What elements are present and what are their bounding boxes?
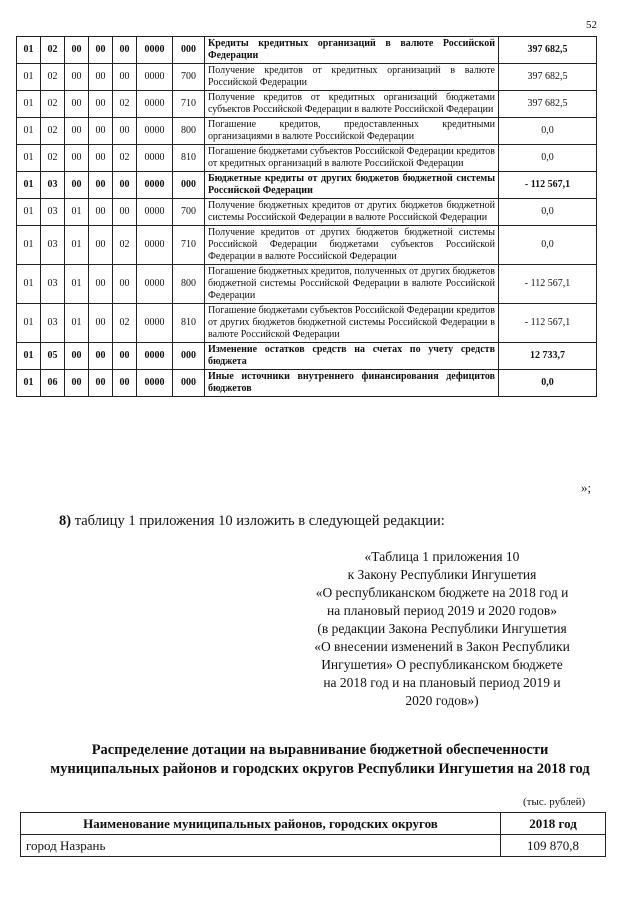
budget-row [17,145,597,172]
code-cell: 00 [89,91,113,118]
amount-cell: 12 733,7 [499,343,597,370]
code-cell: 00 [89,118,113,145]
code-cell: 800 [173,265,205,304]
code-cell: 0000 [137,118,173,145]
code-cell: 700 [173,199,205,226]
dotation-value-cell: 109 870,8 [501,835,606,857]
budget-table-body [17,37,597,397]
annex-line: «О внесении изменений в Закон Республики [314,639,570,654]
budget-row [17,304,597,343]
amount-cell: 0,0 [499,145,597,172]
budget-row [17,64,597,91]
budget-row [17,265,597,304]
amount-cell: - 112 567,1 [499,172,597,199]
annex-line: (в редакции Закона Республики Ингушетия [317,621,567,636]
amount-cell: 0,0 [499,118,597,145]
annex-line: на плановый период 2019 и 2020 годов» [326,603,557,618]
code-cell: 0000 [137,226,173,265]
item-name-cell: Получение бюджетных кредитов от других бюджетов бюджетной системы Российской Федерации в валюте Российской Федерации [205,199,499,226]
code-cell: 01 [17,172,41,199]
code-cell: 00 [65,64,89,91]
code-cell: 00 [65,172,89,199]
code-cell: 01 [17,199,41,226]
code-cell: 01 [17,145,41,172]
code-cell: 00 [89,304,113,343]
title-line-2: муниципальных районов и городских округов Республики Ингушетия на 2018 год [50,761,590,777]
code-cell: 00 [65,370,89,397]
amendment-number: 8) [59,513,72,529]
code-cell: 01 [65,304,89,343]
code-cell: 00 [113,265,137,304]
budget-row [17,172,597,199]
code-cell: 0000 [137,172,173,199]
annex-line: «Таблица 1 приложения 10 [364,549,520,564]
code-cell: 02 [41,145,65,172]
amount-cell: - 112 567,1 [499,265,597,304]
code-cell: 00 [89,343,113,370]
code-cell: 00 [113,37,137,64]
closing-quote-mark: »; [581,480,592,495]
code-cell: 01 [17,304,41,343]
annex-reference-block [272,548,612,710]
item-name-cell: Получение кредитов от кредитных организаций в валюте Российской Федерации [205,64,499,91]
title-line-1: Распределение дотации на выравнивание бюджетной обеспеченности [91,742,549,758]
annex-line: «О республиканском бюджете на 2018 год и [315,585,569,600]
code-cell: 710 [173,226,205,265]
code-cell: 01 [17,118,41,145]
page-number: 52 [586,19,597,31]
code-cell: 03 [41,226,65,265]
header-name-cell: Наименование муниципальных районов, городских округов [21,813,501,835]
budget-row [17,37,597,64]
code-cell: 0000 [137,199,173,226]
item-name-cell: Погашение кредитов, предоставленных кредитными организациями в валюте Российской Федерации [205,118,499,145]
code-cell: 01 [65,265,89,304]
code-cell: 0000 [137,91,173,118]
code-cell: 0000 [137,265,173,304]
code-cell: 00 [65,145,89,172]
code-cell: 00 [89,172,113,199]
code-cell: 810 [173,304,205,343]
annex-line: 2020 годов») [405,693,479,708]
budget-row [17,343,597,370]
dotation-table-title [20,741,620,779]
amount-cell: 397 682,5 [499,64,597,91]
code-cell: 00 [113,172,137,199]
code-cell: 0000 [137,37,173,64]
municipality-name-cell: город Назрань [21,835,501,857]
code-cell: 03 [41,199,65,226]
code-cell: 0000 [137,304,173,343]
code-cell: 03 [41,304,65,343]
code-cell: 00 [89,199,113,226]
code-cell: 00 [89,226,113,265]
item-name-cell: Иные источники внутреннего финансирования дефицитов бюджетов [205,370,499,397]
code-cell: 03 [41,172,65,199]
annex-line: на 2018 год и на плановый период 2019 и [323,675,561,690]
code-cell: 01 [17,64,41,91]
code-cell: 710 [173,91,205,118]
code-cell: 02 [41,64,65,91]
code-cell: 00 [65,91,89,118]
code-cell: 810 [173,145,205,172]
item-name-cell: Бюджетные кредиты от других бюджетов бюджетной системы Российской Федерации [205,172,499,199]
item-name-cell: Погашение бюджетами субъектов Российской Федерации кредитов от кредитных организаций в валюте Российской Федерации [205,145,499,172]
code-cell: 02 [113,91,137,118]
code-cell: 0000 [137,370,173,397]
code-cell: 03 [41,265,65,304]
budget-row [17,226,597,265]
dotation-header-row [21,813,606,835]
code-cell: 01 [65,226,89,265]
code-cell: 00 [113,370,137,397]
code-cell: 0000 [137,343,173,370]
dotation-table [20,812,606,857]
item-name-cell: Погашение бюджетных кредитов, полученных от других бюджетов бюджетной системы Российской Федерации в валюте Российской Федерации [205,265,499,304]
code-cell: 00 [89,37,113,64]
amendment-instruction [59,513,445,530]
code-cell: 06 [41,370,65,397]
code-cell: 00 [89,370,113,397]
code-cell: 00 [113,199,137,226]
amount-cell: - 112 567,1 [499,304,597,343]
amount-cell: 0,0 [499,199,597,226]
code-cell: 01 [17,265,41,304]
code-cell: 800 [173,118,205,145]
code-cell: 00 [113,64,137,91]
code-cell: 00 [113,118,137,145]
amount-cell: 397 682,5 [499,37,597,64]
code-cell: 01 [65,199,89,226]
code-cell: 02 [113,226,137,265]
code-cell: 700 [173,64,205,91]
code-cell: 02 [41,37,65,64]
code-cell: 01 [17,343,41,370]
code-cell: 02 [113,145,137,172]
code-cell: 00 [89,265,113,304]
budget-sources-table [16,36,597,397]
annex-line: Ингушетия» О республиканском бюджете [321,657,563,672]
code-cell: 02 [113,304,137,343]
amount-cell: 397 682,5 [499,91,597,118]
code-cell: 000 [173,343,205,370]
code-cell: 01 [17,370,41,397]
code-cell: 0000 [137,145,173,172]
code-cell: 00 [65,37,89,64]
budget-row [17,199,597,226]
amount-cell: 0,0 [499,370,597,397]
code-cell: 01 [17,226,41,265]
budget-row [17,91,597,118]
units-label: (тыс. рублей) [523,796,586,808]
code-cell: 00 [89,64,113,91]
code-cell: 000 [173,172,205,199]
amount-cell: 0,0 [499,226,597,265]
code-cell: 0000 [137,64,173,91]
code-cell: 000 [173,370,205,397]
code-cell: 00 [65,343,89,370]
amendment-text: таблицу 1 приложения 10 изложить в следующей редакции: [71,513,445,529]
budget-row [17,370,597,397]
item-name-cell: Получение кредитов от кредитных организаций бюджетами субъектов Российской Федерации в валюте Российской Федерации [205,91,499,118]
code-cell: 02 [41,118,65,145]
annex-line: к Закону Республики Ингушетия [347,567,537,582]
code-cell: 000 [173,37,205,64]
code-cell: 02 [41,91,65,118]
budget-row [17,118,597,145]
item-name-cell: Кредиты кредитных организаций в валюте Российской Федерации [205,37,499,64]
code-cell: 01 [17,37,41,64]
code-cell: 00 [113,343,137,370]
code-cell: 01 [17,91,41,118]
item-name-cell: Изменение остатков средств на счетах по учету средств бюджета [205,343,499,370]
code-cell: 00 [89,145,113,172]
item-name-cell: Погашение бюджетами субъектов Российской Федерации кредитов от других бюджетов бюджетной системы Российской Федерации в валюте Российской Федерации [205,304,499,343]
dotation-row [21,835,606,857]
header-year-cell: 2018 год [501,813,606,835]
code-cell: 00 [65,118,89,145]
item-name-cell: Получение кредитов от других бюджетов бюджетной системы Российской Федерации бюджетами субъектов Российской Федерации в валюте Российской Федерации [205,226,499,265]
code-cell: 05 [41,343,65,370]
